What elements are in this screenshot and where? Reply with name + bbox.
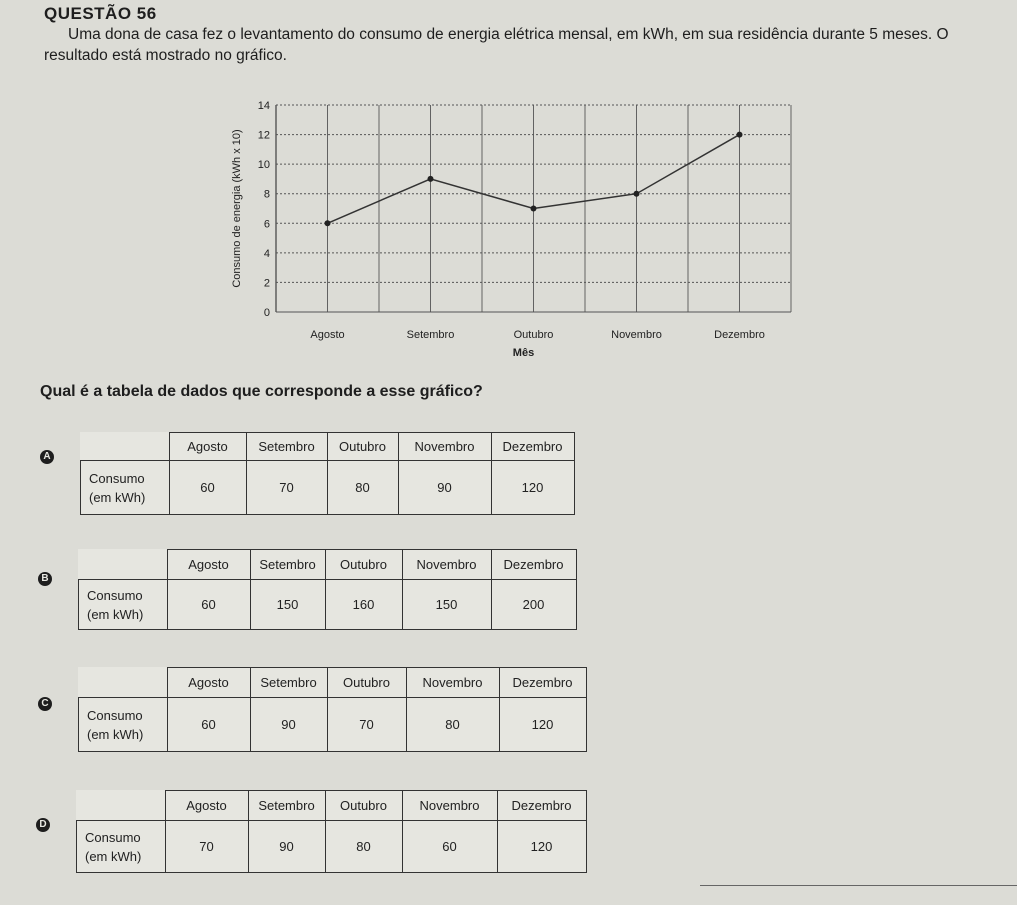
- table-cell: 150: [402, 580, 491, 630]
- row-header: Consumo (em kWh): [79, 580, 168, 630]
- x-tick-label: Agosto: [310, 329, 345, 341]
- y-tick-label: 2: [263, 277, 270, 290]
- y-tick-label: 12: [257, 129, 270, 142]
- table-cell: 120: [497, 821, 586, 873]
- blank-cell: [79, 668, 168, 698]
- row-header: Consumo (em kWh): [81, 461, 170, 515]
- table-cell: 60: [167, 580, 250, 630]
- y-axis-label: Consumo de energia (kWh x 10): [231, 129, 243, 288]
- col-header: Dezembro: [491, 433, 574, 461]
- y-tick-label: 0: [263, 307, 270, 319]
- y-tick-label: 8: [263, 188, 270, 201]
- page-edge-line: [700, 885, 1017, 886]
- option-d-badge: D: [36, 818, 50, 832]
- col-header: Outubro: [325, 550, 402, 580]
- table-cell: 120: [499, 698, 586, 752]
- y-tick-label: 14: [257, 100, 270, 112]
- x-tick-label: Outubro: [513, 329, 554, 341]
- data-point: [325, 220, 331, 226]
- table-cell: 70: [165, 821, 248, 873]
- col-header: Novembro: [406, 668, 499, 698]
- y-tick-label: 10: [257, 159, 270, 172]
- blank-cell: [77, 791, 166, 821]
- table-cell: 70: [327, 698, 406, 752]
- col-header: Agosto: [167, 668, 250, 698]
- col-header: Setembro: [248, 791, 325, 821]
- table-cell: 200: [491, 580, 576, 630]
- table-cell: 150: [250, 580, 325, 630]
- table-cell: 90: [398, 461, 491, 515]
- data-point: [531, 206, 537, 212]
- option-c-table: [78, 667, 587, 752]
- data-point: [428, 176, 434, 182]
- line-chart: [226, 100, 806, 370]
- row-header: Consumo (em kWh): [77, 821, 166, 873]
- col-header: Setembro: [250, 550, 325, 580]
- option-c-badge: C: [38, 697, 52, 711]
- col-header: Outubro: [325, 791, 402, 821]
- col-header: Novembro: [402, 550, 491, 580]
- table-cell: 120: [491, 461, 574, 515]
- y-tick-labels: [258, 100, 270, 319]
- blank-cell: [81, 433, 170, 461]
- option-a-badge: A: [40, 450, 54, 464]
- option-b-table: [78, 549, 577, 630]
- table-cell: 80: [327, 461, 398, 515]
- x-tick-label: Setembro: [406, 329, 455, 341]
- col-header: Dezembro: [497, 791, 586, 821]
- table-cell: 70: [246, 461, 327, 515]
- col-header: Dezembro: [491, 550, 576, 580]
- option-a-table: [80, 432, 575, 515]
- table-cell: 80: [325, 821, 402, 873]
- x-tick-label: Dezembro: [714, 329, 765, 341]
- col-header: Setembro: [246, 433, 327, 461]
- col-header: Novembro: [402, 791, 497, 821]
- col-header: Agosto: [169, 433, 246, 461]
- option-d-table: [76, 790, 587, 873]
- question-title: QUESTÃO 56: [44, 4, 157, 23]
- table-cell: 60: [167, 698, 250, 752]
- col-header: Dezembro: [499, 668, 586, 698]
- col-header: Outubro: [327, 433, 398, 461]
- question-intro: Uma dona de casa fez o levantamento do consumo de energia elétrica mensal, em kWh, em sua residência durante 5 meses. O resultado está mostrado no gráfico.: [44, 26, 949, 64]
- table-cell: 160: [325, 580, 402, 630]
- table-cell: 60: [402, 821, 497, 873]
- x-axis-label: Mês: [512, 347, 535, 359]
- col-header: Agosto: [165, 791, 248, 821]
- table-cell: 90: [248, 821, 325, 873]
- data-point: [737, 132, 743, 138]
- col-header: Setembro: [250, 668, 327, 698]
- x-tick-label: Novembro: [611, 329, 662, 341]
- option-b-badge: B: [38, 572, 52, 586]
- table-cell: 60: [169, 461, 246, 515]
- x-tick-labels: [310, 329, 765, 341]
- col-header: Novembro: [398, 433, 491, 461]
- y-tick-label: 6: [263, 218, 270, 231]
- col-header: Outubro: [327, 668, 406, 698]
- table-cell: 90: [250, 698, 327, 752]
- blank-cell: [79, 550, 168, 580]
- col-header: Agosto: [167, 550, 250, 580]
- data-point: [634, 191, 640, 197]
- table-cell: 80: [406, 698, 499, 752]
- y-tick-label: 4: [263, 247, 270, 260]
- row-header: Consumo (em kWh): [79, 698, 168, 752]
- question-prompt: Qual é a tabela de dados que corresponde a esse gráfico?: [40, 383, 483, 400]
